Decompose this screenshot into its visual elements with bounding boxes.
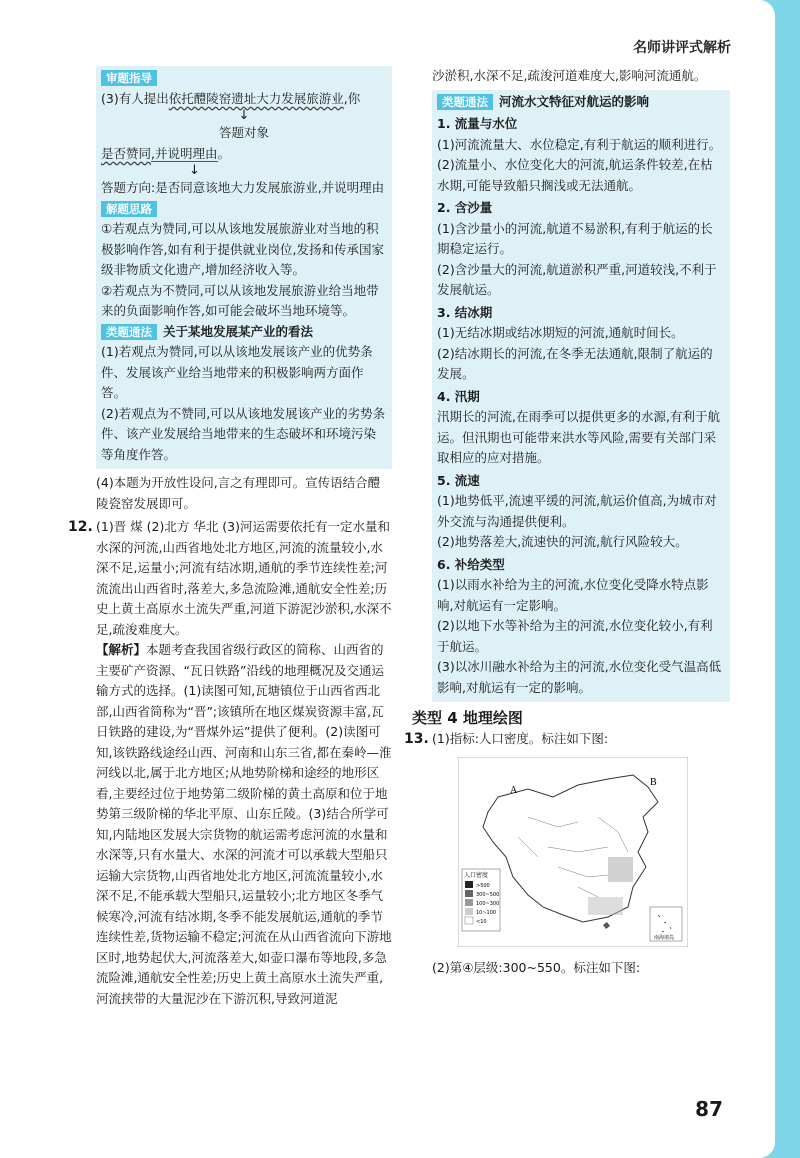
item-6b: (2)以地下水等补给为主的河流,水位变化较小,有利于航运。 [437, 618, 713, 654]
legend-title: 人口密度 [464, 872, 489, 879]
tag-lei: 类题通法 [101, 324, 157, 340]
heading-4: 4. 汛期 [437, 388, 480, 404]
type-heading: 类型 4 地理绘图 [412, 709, 523, 727]
lei-title: 河流水文特征对航运的影响 [499, 93, 650, 109]
arrow-down-icon: ↓ [189, 163, 200, 178]
q12-analysis: 【解析】本题考查我国省级行政区的简称、山西省的主要矿产资源、“瓦日铁路”沿线的地理概况及交通运输方式的选择。(1)读图可知,瓦塘镇位于山西省西北部,山西省简称为“晋”;该镇所在地区煤炭资源丰富,瓦日铁路的建设,为“晋煤外运”提供了便利。(2)读图可知,该铁路线途经山西、河南和山东三省,都在秦岭—淮河线以北,属于北方地区;从地势阶梯和途经的地形区看,主要经过位于地势第二级阶梯的黄土高原和位于地势第三级阶梯的华北平原、山东丘陵。(3)结合所学可知,内陆地区发展大宗货物的航运需考虑河流的水量和水深等,只有水量大、水深的河流才可以承载大型船只运输大宗货物,山西省地处北方地区,河流流量较小,水深不足,不能承载大型船只,运量较小;北方地区冬季气候寒冷,河流有结冰期,冬季不能发展航运,通航的季节连续性差,货物运输不稳定;河流在从山西省流向下游地区时,地势起伏大,河流落差大,如壶口瀑布等地段,多急流险滩,通航安全性差;历史上黄土高原水土流失严重,河流挟带的大量泥沙在下游沉积,导致河道泥 [96, 642, 392, 1006]
lei-1: (1)若观点为赞同,可以从该地发展该产业的优势条件、发展该产业给当地带来的积极影响两方面作答。 [101, 344, 373, 400]
tag-silu: 解题思路 [101, 201, 157, 217]
lei-header-right [437, 92, 725, 113]
item-6a: (1)以雨水补给为主的河流,水位变化受降水特点影响,对航运有一定影响。 [437, 577, 709, 613]
analysis-continued: 沙淤积,水深不足,疏浚河道难度大,影响河流通航。 [432, 68, 707, 83]
heading-2: 2. 含沙量 [437, 200, 493, 215]
q3-line: (3)有人提出依托醴陵窑遗址大力发展旅游业,你 [101, 90, 361, 106]
map-label-a: A [510, 785, 518, 796]
item-2a: (1)含沙量小的河流,航道不易淤积,有利于航运的长期稳定运行。 [437, 220, 713, 256]
map-label-b: B [650, 777, 657, 788]
legend-2: 300~500 [476, 892, 500, 898]
item-5a: (1)地势低平,流速平缓的河流,航运价值高,为城市对外交流与沟通提供便利。 [437, 493, 717, 529]
tag-shenti: 审题指导 [101, 70, 157, 86]
lei-box [432, 90, 730, 703]
q12-number: 12. [68, 519, 93, 535]
lei-title: 关于某地发展某产业的看法 [163, 323, 314, 339]
q12-answer: (1)晋 煤 (2)北方 华北 (3)河运需要依托有一定水量和水深的河流,山西省地处北方地区,河流的流量较小,水深不足,运量小;河流有结冰期,通航的季节连续性差;河流流出山西省时,落差大,多急流险滩,通航安全性差;历史上黄土高原水土流失严重,河道下游泥沙淤积,水深不足,疏浚难度大。 [96, 519, 392, 637]
silu-2: ②若观点为不赞同,可以从该地发展旅游业给当地带来的负面影响作答,如可能会破坏当地环境等。 [101, 282, 379, 318]
legend-1: >500 [476, 883, 490, 889]
item-1a: (1)河流流量大、水位稳定,有利于航运的顺利进行。 [437, 136, 722, 152]
page-number: 87 [695, 1097, 723, 1121]
lei-header [101, 322, 387, 343]
item-1b: (2)流量小、水位变化大的河流,航运条件较差,在枯水期,可能导致船只搁浅或无法通航。 [437, 157, 713, 193]
item-6c: (3)以冰川融水补给为主的河流,水位变化受气温高低影响,对航运有一定的影响。 [437, 659, 722, 695]
shenti-box [96, 66, 392, 469]
left-column [68, 66, 392, 1009]
heading-5: 5. 流速 [437, 472, 480, 488]
q13-number: 13. [404, 730, 429, 747]
q12 [68, 517, 392, 1009]
heading-3: 3. 结冰期 [437, 304, 493, 320]
q13-part2: (2)第④层级:300~550。标注如下图: [432, 959, 641, 975]
silu-1: ①若观点为赞同,可以从该地发展旅游业对当地的积极影响作答,如有利于提供就业岗位,发扬和传承国家级非物质文化遗产,增加经济收入等。 [101, 221, 384, 277]
tag-lei: 类题通法 [437, 94, 493, 110]
item-5b: (2)地势落差大,流速快的河流,航行风险较大。 [437, 534, 688, 549]
arrow-down-icon: ↓ [238, 108, 250, 123]
inset-label: 南海诸岛 [654, 935, 675, 941]
item-2b: (2)含沙量大的河流,航道淤积严重,河道较浅,不利于发展航运。 [437, 261, 717, 297]
legend-3: 100~300 [476, 901, 500, 907]
china-population-map [458, 757, 688, 947]
heading-6: 6. 补给类型 [437, 556, 505, 572]
page-header: 名师讲评式解析 [633, 40, 731, 56]
q4-answer: (4)本题为开放性设问,言之有理即可。宣传语结合醴陵瓷窑发展即可。 [96, 475, 381, 511]
q13-part1: (1)指标:人口密度。标注如下图: [432, 730, 609, 746]
answer-object: 答题对象 [218, 125, 269, 140]
lei-2: (2)若观点为不赞同,可以从该地发展该产业的劣势条件、该产业发展给当地带来的生态破坏和环境污染等角度作答。 [101, 405, 386, 462]
heading-1: 1. 流量与水位 [437, 116, 518, 131]
right-column [404, 66, 730, 978]
item-3a: (1)无结冰期或结冰期短的河流,通航时间长。 [437, 325, 684, 340]
legend-5: <10 [476, 919, 487, 925]
q13 [404, 729, 730, 979]
answer-direction: 答题方向:是否同意该地大力发展旅游业,并说明理由 [101, 180, 385, 195]
q3-line2: 是否赞同,并说明理由。 [101, 145, 231, 161]
item-4: 汛期长的河流,在雨季可以提供更多的水源,有利于航运。但汛期也可能带来洪水等风险,需要有关部门采取相应的应对措施。 [437, 409, 720, 465]
legend-4: 10~100 [476, 910, 497, 916]
item-3b: (2)结冰期长的河流,在冬季无法通航,限制了航运的发展。 [437, 345, 713, 381]
